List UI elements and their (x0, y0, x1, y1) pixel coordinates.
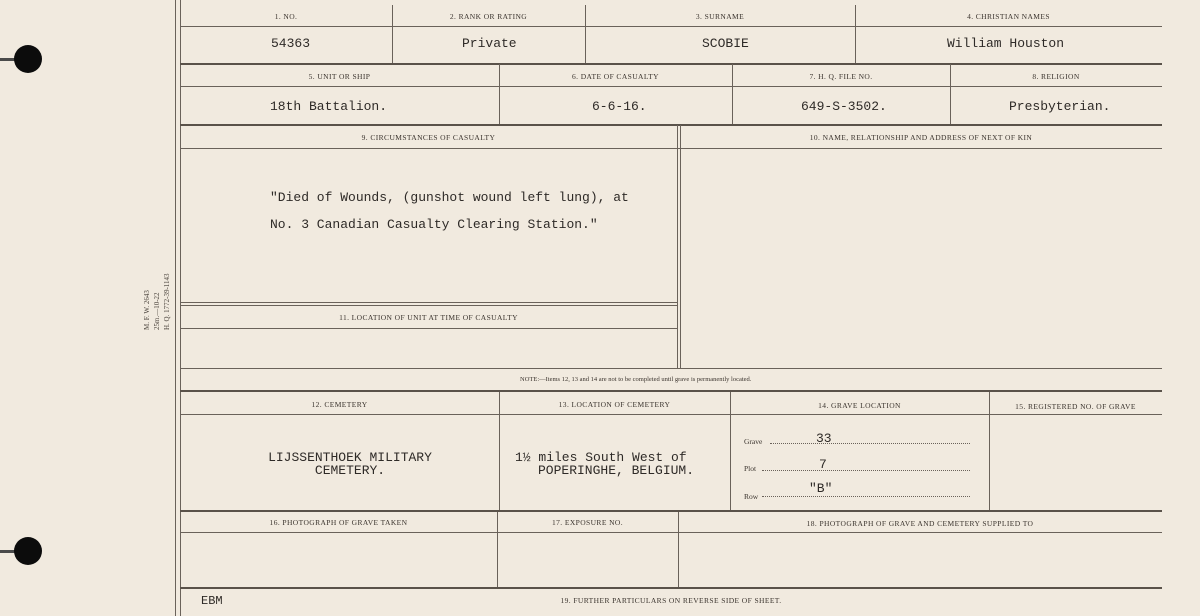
location-unit-label: 11. LOCATION OF UNIT AT TIME OF CASUALTY (339, 313, 518, 322)
date-label: 6. DATE OF CASUALTY (572, 72, 659, 81)
row4-bottom-rule (180, 510, 1162, 512)
side-form-code-2: 25m.—10-22 (153, 292, 161, 330)
row1-label-rule (180, 26, 1162, 27)
grave-sublabel: Grave (744, 437, 763, 446)
row1-bottom-rule (180, 63, 1162, 65)
date-value: 6-6-16. (592, 99, 647, 114)
row3-label-rule (180, 148, 1162, 149)
row2-label-rule (180, 86, 1162, 87)
row2-bottom-rule (180, 124, 1162, 126)
plot-dotline (762, 470, 970, 471)
row3-div-b (680, 125, 681, 368)
next-of-kin-label: 10. NAME, RELATIONSHIP AND ADDRESS OF NEXT OF KIN (809, 133, 1033, 142)
hq-file-value: 649-S-3502. (801, 99, 887, 114)
cemetery-line-2: CEMETERY. (314, 463, 386, 478)
location-unit-label-rule (180, 328, 677, 329)
no-label: 1. NO. (274, 12, 298, 21)
binder-hole-top (14, 45, 42, 73)
surname-value: SCOBIE (702, 36, 749, 51)
circumstances-line-2: No. 3 Canadian Casualty Clearing Station." (270, 217, 598, 232)
location-unit-top-rule (180, 302, 677, 303)
grave-dotline (770, 443, 970, 444)
photo-taken-label: 16. PHOTOGRAPH OF GRAVE TAKEN (269, 518, 408, 527)
further-particulars-label: 19. FURTHER PARTICULARS ON REVERSE SIDE OF SHEET. (560, 596, 782, 605)
plot-value: 7 (819, 457, 827, 472)
side-form-code-1: M. F. W. 2643 (143, 290, 151, 330)
side-form-code-3: H. Q. 1772-39-1143 (163, 273, 171, 330)
row-sublabel: Row (744, 492, 759, 501)
row-dotline (762, 496, 970, 497)
religion-value: Presbyterian. (1009, 99, 1111, 114)
cemetery-line-1: LIJSSENTHOEK MILITARY (268, 450, 432, 465)
unit-value: 18th Battalion. (270, 99, 388, 114)
note-text: NOTE:—Items 12, 13 and 14 are not to be completed until grave is permanently located. (520, 376, 752, 383)
cemetery-label: 12. CEMETERY (311, 400, 368, 409)
location-cemetery-line-2: POPERINGHE, BELGIUM. (538, 463, 695, 478)
location-cemetery-label: 13. LOCATION OF CEMETERY (558, 400, 671, 409)
christian-names-label: 4. CHRISTIAN NAMES (967, 12, 1050, 21)
row4-label-rule (180, 414, 1162, 415)
religion-label: 8. RELIGION (1032, 72, 1080, 81)
note-bottom-rule (180, 390, 1162, 392)
circumstances-line-1: "Died of Wounds, (gunshot wound left lung), at (270, 190, 629, 205)
surname-label: 3. SURNAME (695, 12, 745, 21)
rank-value: Private (462, 36, 517, 51)
christian-names-value: William Houston (947, 36, 1065, 51)
exposure-label: 17. EXPOSURE NO. (552, 518, 623, 527)
hq-file-label: 7. H. Q. FILE NO. (809, 72, 873, 81)
row3-div (677, 125, 678, 368)
binder-hole-bottom (14, 537, 42, 565)
grave-value: 33 (816, 431, 832, 446)
initials: EBM (201, 594, 223, 608)
row5-bottom-rule (180, 587, 1162, 589)
rank-label: 2. RANK OR RATING (449, 12, 528, 21)
plot-sublabel: Plot (744, 464, 757, 473)
unit-label: 5. UNIT OR SHIP (308, 72, 371, 81)
no-value: 54363 (271, 36, 311, 51)
row-value: "B" (809, 481, 833, 496)
row3-bottom-rule (180, 368, 1162, 369)
circumstances-label: 9. CIRCUMSTANCES OF CASUALTY (361, 133, 496, 142)
registered-label: 15. REGISTERED NO. OF GRAVE (1015, 402, 1136, 411)
margin-line-1 (175, 0, 176, 616)
location-unit-top-rule-b (180, 305, 677, 306)
row5-label-rule (180, 532, 1162, 533)
location-cemetery-line-1: 1½ miles South West of (515, 450, 687, 465)
photo-supplied-label: 18. PHOTOGRAPH OF GRAVE AND CEMETERY SUPPLIED TO (806, 519, 1034, 528)
row4-div-1 (499, 392, 500, 510)
grave-location-label: 14. GRAVE LOCATION (818, 401, 901, 410)
